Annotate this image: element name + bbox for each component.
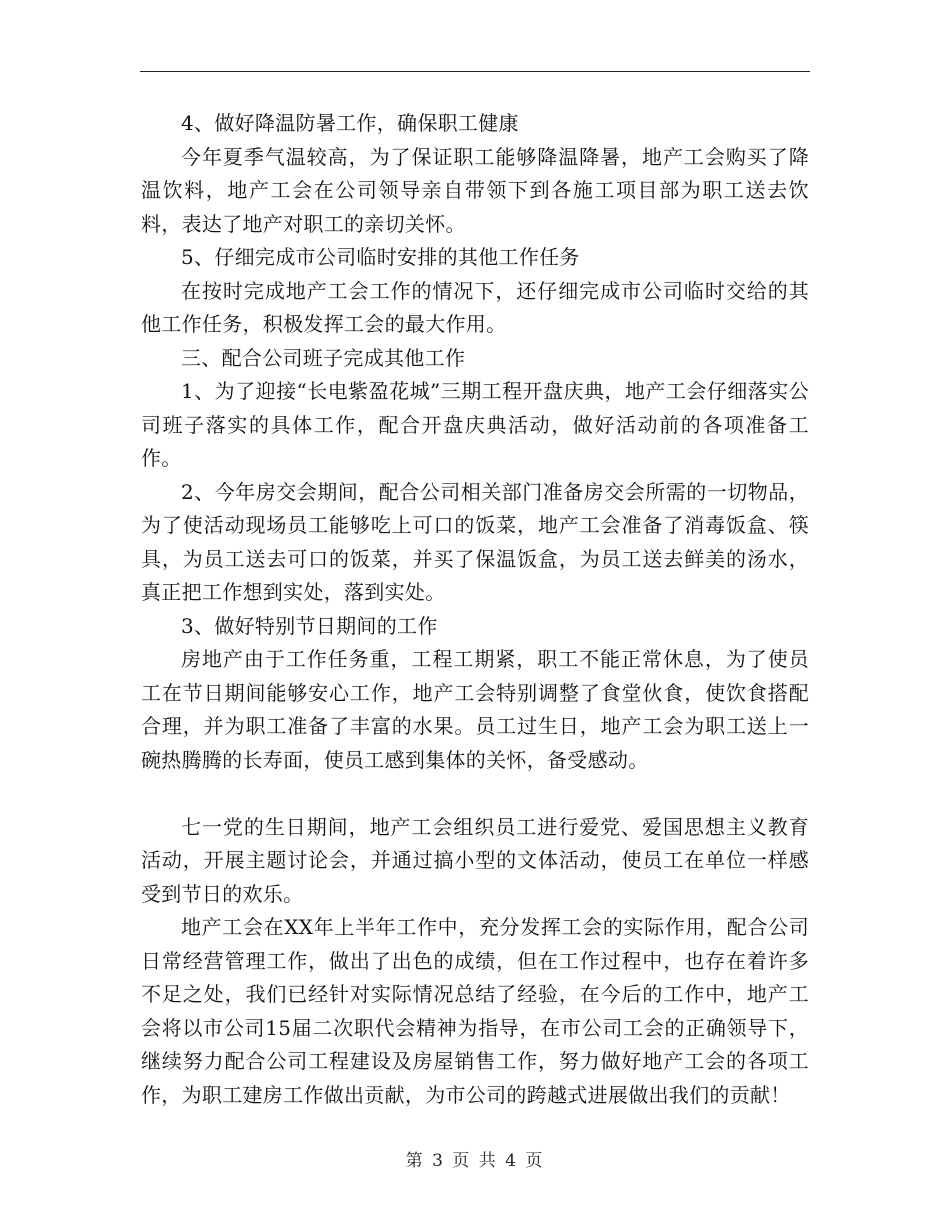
heading-cooling: 4、做好降温防暑工作，确保职工健康 xyxy=(181,111,519,135)
paragraph-cooling: 今年夏季气温较高，为了保证职工能够降温降暑，地产工会购买了降温饮料，地产工会在公司领导亲自带领下到各施工项目部为职工送去饮料，表达了地产对职工的亲切关怀。 xyxy=(141,144,809,236)
heading-temporary-tasks: 5、仔细完成市公司临时安排的其他工作任务 xyxy=(181,245,580,269)
header-rule xyxy=(140,71,810,72)
page-number-footer: 第 3 页 共 4 页 xyxy=(405,1151,545,1171)
paragraph-temporary-tasks: 在按时完成地产工会工作的情况下，还仔细完成市公司临时交给的其他工作任务，积极发挥工会的最大作用。 xyxy=(141,278,809,336)
paragraph-housing-fair: 2、今年房交会期间，配合公司相关部门准备房交会所需的一切物品，为了使活动现场员工能够吃上可口的饭菜，地产工会准备了消毒饭盒、筷具，为员工送去可口的饭菜，并买了保温饭盒，为员工送去鲜美的汤水，真正把工作想到实处，落到实处。 xyxy=(141,479,809,604)
paragraph-summary: 地产工会在XX年上半年工作中，充分发挥工会的实际作用，配合公司日常经营管理工作，做出了出色的成绩，但在工作过程中，也存在着许多不足之处，我们已经针对实际情况总结了经验，在今后的工作中，地产工会将以市公司15届二次职代会精神为指导，在市公司工会的正确领导下，继续努力配合公司工程建设及房屋销售工作，努力做好地产工会的各项工作，为职工建房工作做出贡献，为市公司的跨越式进展做出我们的贡献！ xyxy=(141,915,809,1107)
heading-holidays: 3、做好特别节日期间的工作 xyxy=(181,613,438,638)
paragraph-opening-ceremony: 1、为了迎接“长电紫盈花城”三期工程开盘庆典，地产工会仔细落实公司班子落实的具体工作，配合开盘庆典活动，做好活动前的各项准备工作。 xyxy=(141,379,809,470)
paragraph-party-birthday: 七一党的生日期间，地产工会组织员工进行爱党、爱国思想主义教育活动，开展主题讨论会，并通过搞小型的文体活动，使员工在单位一样感受到节日的欢乐。 xyxy=(141,814,809,906)
paragraph-gap xyxy=(141,777,809,811)
paragraph-holidays: 房地产由于工作任务重，工程工期紧，职工不能正常休息，为了使员工在节日期间能够安心工作，地产工会特别调整了食堂伙食，使饮食搭配合理，并为职工准备了丰富的水果。员工过生日，地产工会为职工送上一碗热腾腾的长寿面，使员工感到集体的关怀，备受感动。 xyxy=(141,647,809,772)
section-heading-three: 三、配合公司班子完成其他工作 xyxy=(181,345,466,370)
document-body xyxy=(141,107,809,1112)
